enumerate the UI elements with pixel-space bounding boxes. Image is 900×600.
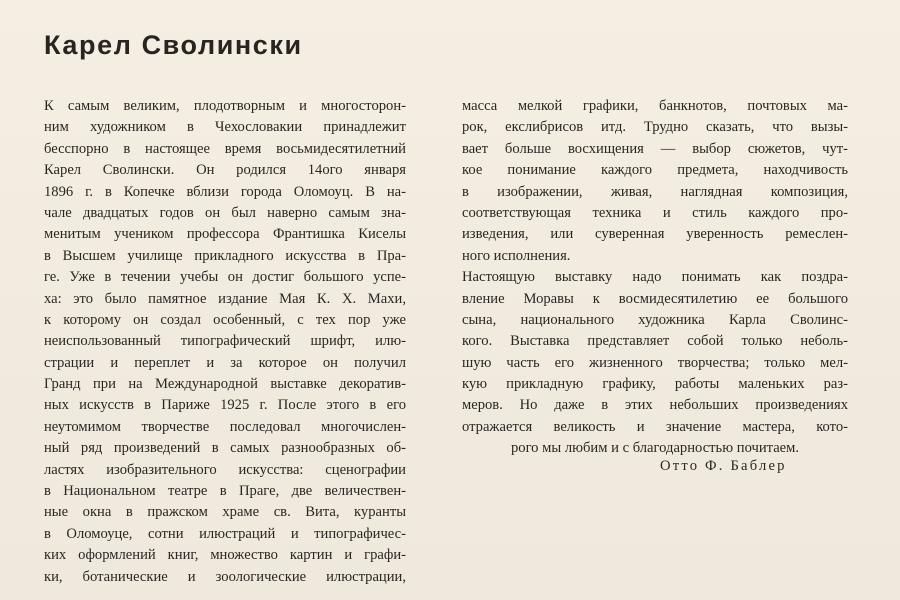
text-line: кого. Выставка представляет собой только неболь- <box>462 333 848 350</box>
text-line: ге. Уже в течении учебы он достиг большого успе- <box>44 269 406 286</box>
text-line: вление Моравы к восмидесятилетию ее большого <box>462 290 848 307</box>
author-signature: Отто Ф. Баблер <box>660 458 787 474</box>
right-text-column <box>462 96 848 460</box>
page-title: Карел Сволински <box>44 30 303 60</box>
text-line: страции и переплет и за которое он получил <box>44 354 406 371</box>
text-line: ный ряд произведений в самых разнообразных об- <box>44 440 406 457</box>
text-line: в изображении, живая, наглядная композиция, <box>462 183 848 200</box>
text-line: кое понимание каждого предмета, находчивость <box>462 162 848 179</box>
text-line: к которому он создал особенный, с тех пор уже <box>44 311 406 328</box>
text-line: вает больше восхищения — выбор сюжетов, чут- <box>462 140 848 157</box>
text-line: ких оформлений книг, множество картин и графи- <box>44 547 406 564</box>
text-line: меров. Но даже в этих небольших произведениях <box>462 397 848 414</box>
left-text-column <box>44 96 406 588</box>
text-line: рок, екслибрисов итд. Трудно сказать, что вызы- <box>462 119 848 136</box>
text-line: чале двадцатых годов он был наверно самым зна- <box>44 204 406 221</box>
text-line: ним художником в Чехословакии принадлежит <box>44 119 406 136</box>
text-line: ха: это было памятное издание Мая К. Х. Махи, <box>44 290 406 307</box>
text-line: Карел Сволински. Он родился 14ого января <box>44 162 406 179</box>
text-line: Гранд при на Международной выставке декоратив- <box>44 376 406 393</box>
text-line: масса мелкой графики, банкнотов, почтовых ма- <box>462 98 848 114</box>
text-line: изведения, или суверенная уверенность ремеслен- <box>462 226 848 243</box>
text-line: в Высшем училище прикладного искусства в Пра- <box>44 247 406 264</box>
text-line: неиспользованный типографический шрифт, илю- <box>44 333 406 350</box>
text-line: соответствующая техника и стиль каждого про- <box>462 204 848 221</box>
text-line: ластях изобразительного искусства: сценографии <box>44 461 406 478</box>
text-line: ного исполнения. <box>462 247 571 264</box>
text-line: 1896 г. в Копечке вблизи города Оломоуц. В на- <box>44 183 406 200</box>
text-line: кую прикладную графику, работы маленьких раз- <box>462 376 848 393</box>
text-line: отражается великость и значение мастера, кото- <box>462 418 848 435</box>
text-line: шую часть его жизненного творчества; только мел- <box>462 354 848 371</box>
text-line: ные окна в пражском храме св. Вита, куранты <box>44 504 406 521</box>
text-line: бесспорно в настоящее время восьмидесятилетний <box>44 140 406 157</box>
text-line: ки, ботанические и зоологические илюстрации, <box>44 568 406 585</box>
text-line: сына, национального художника Карла Сволинс- <box>462 311 848 328</box>
text-line: в Оломоуце, сотни илюстраций и типографичес- <box>44 525 406 542</box>
text-line: неутомимом творчестве последовал многочислен- <box>44 418 406 435</box>
text-line: в Национальном театре в Праге, две величествен- <box>44 483 406 500</box>
text-line: менитым учеником профессора Франтишка Киселы <box>44 226 406 243</box>
text-line: Настоящую выставку надо понимать как поздра- <box>462 269 848 286</box>
text-line: К самым великим, плодотворным и многосторон- <box>44 98 406 114</box>
text-line: рого мы любим и с благодарностью почитаем. <box>510 440 800 457</box>
text-line: ных искусств в Париже 1925 г. После этого в его <box>44 397 406 414</box>
